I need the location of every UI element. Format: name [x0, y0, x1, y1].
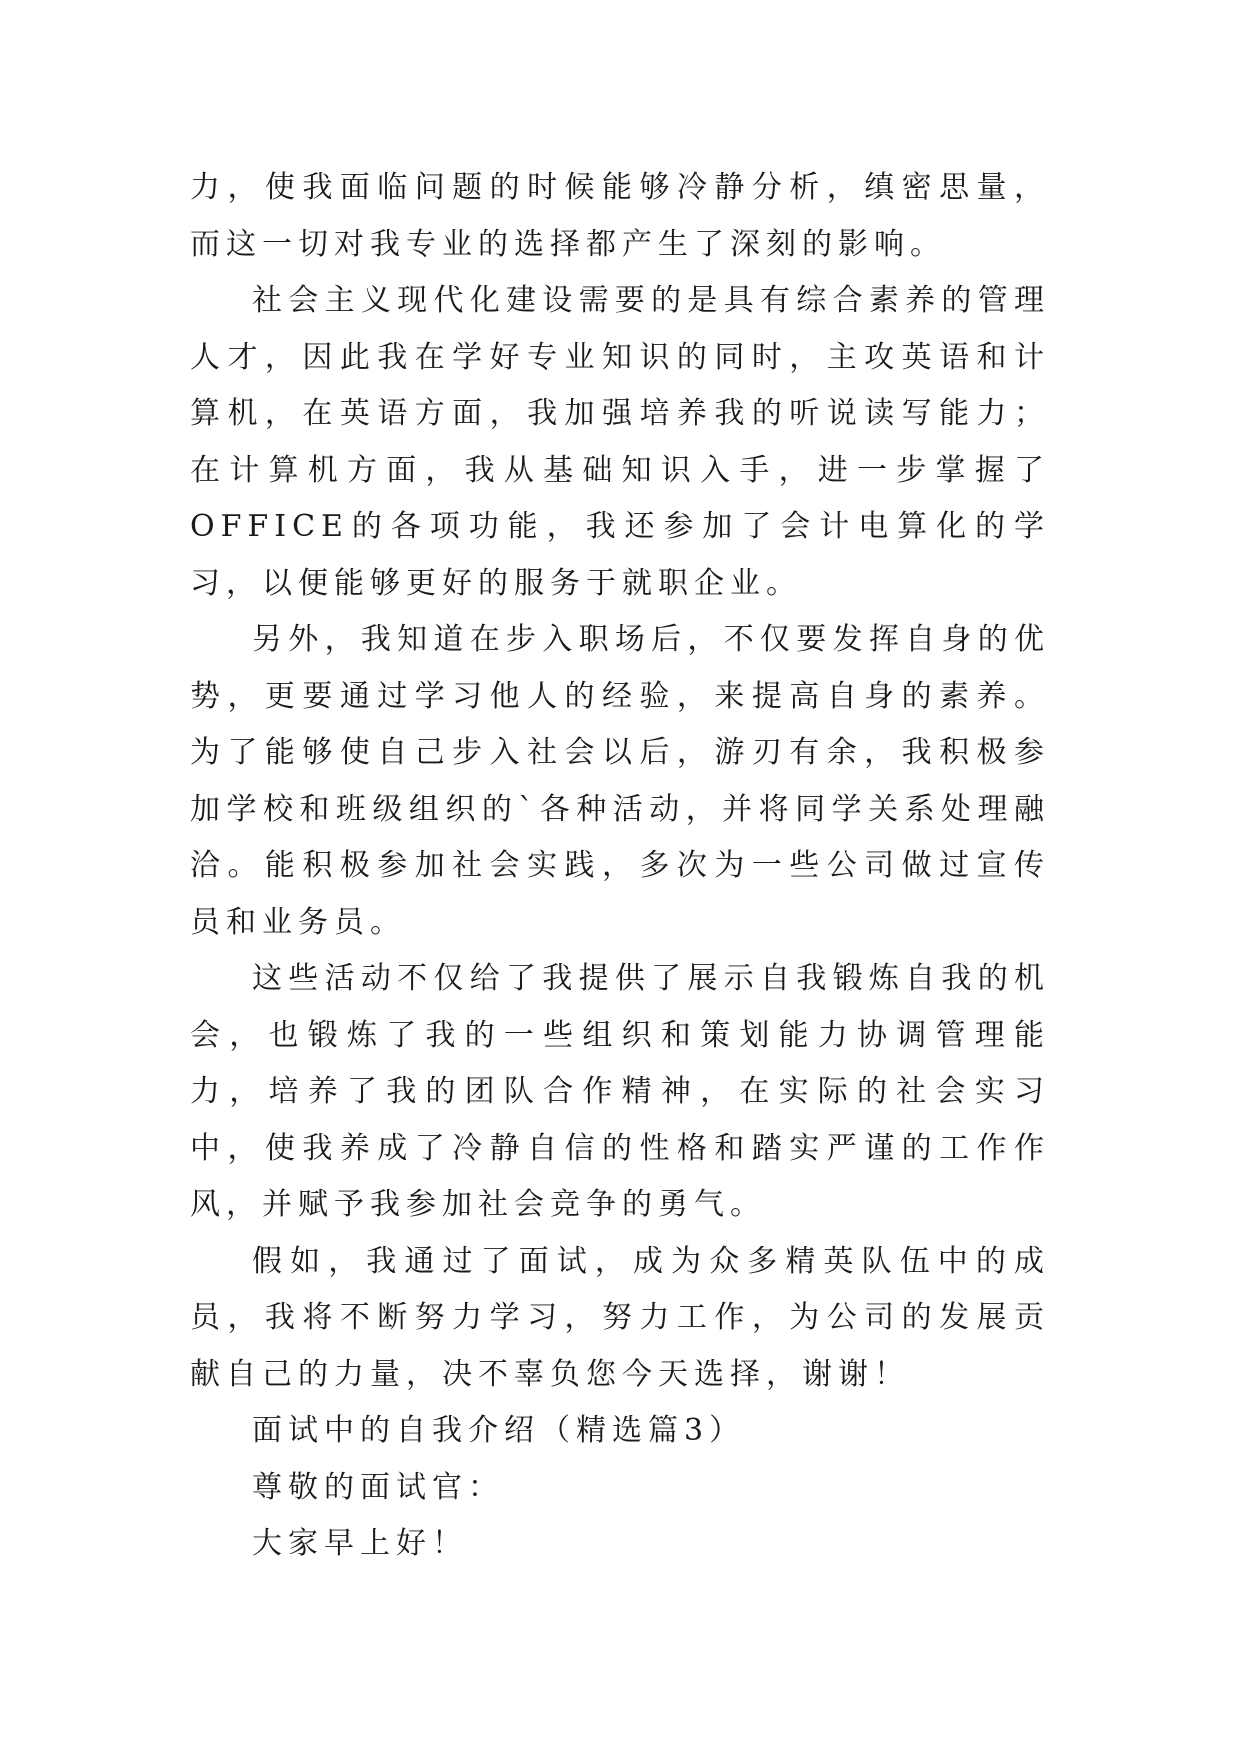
greeting: 大家早上好！ [252, 1526, 468, 1561]
paragraph-closing: 假如，我通过了面试，成为众多精英队伍中的成员，我将不断努力学习，努力工作，为公司的发展贡献自己的力量，决不辜负您今天选择，谢谢！ [190, 1243, 1050, 1392]
salutation: 尊敬的面试官： [252, 1469, 504, 1505]
section-heading: 面试中的自我介绍（精选篇3） [252, 1413, 746, 1448]
paragraph-modernization: 社会主义现代化建设需要的是具有综合素养的管理人才，因此我在学好专业知识的同时，主攻英语和计算机，在英语方面，我加强培养我的听说读写能力；在计算机方面，我从基础知识入手，进一步掌握了OFFICE的各项功能，我还参加了会计电算化的学习，以便能够更好的服务于就职企业。 [190, 283, 1050, 601]
paragraph-skills: 这些活动不仅给了我提供了展示自我锻炼自我的机会，也锻炼了我的一些组织和策划能力协调管理能力，培养了我的团队合作精神，在实际的社会实习中，使我养成了冷静自信的性格和踏实严谨的工作作风，并赋予我参加社会竞争的勇气。 [190, 961, 1050, 1222]
document-body [190, 160, 1050, 1573]
paragraph-continuation: 力，使我面临问题的时候能够冷静分析，缜密思量，而这一切对我专业的选择都产生了深刻的影响。 [190, 170, 1050, 262]
paragraph-activities: 另外，我知道在步入职场后，不仅要发挥自身的优势，更要通过学习他人的经验，来提高自身的素养。为了能够使自己步入社会以后，游刃有余，我积极参加学校和班级组织的`各种活动，并将同学关系处理融洽。能积极参加社会实践，多次为一些公司做过宣传员和业务员。 [190, 622, 1050, 940]
